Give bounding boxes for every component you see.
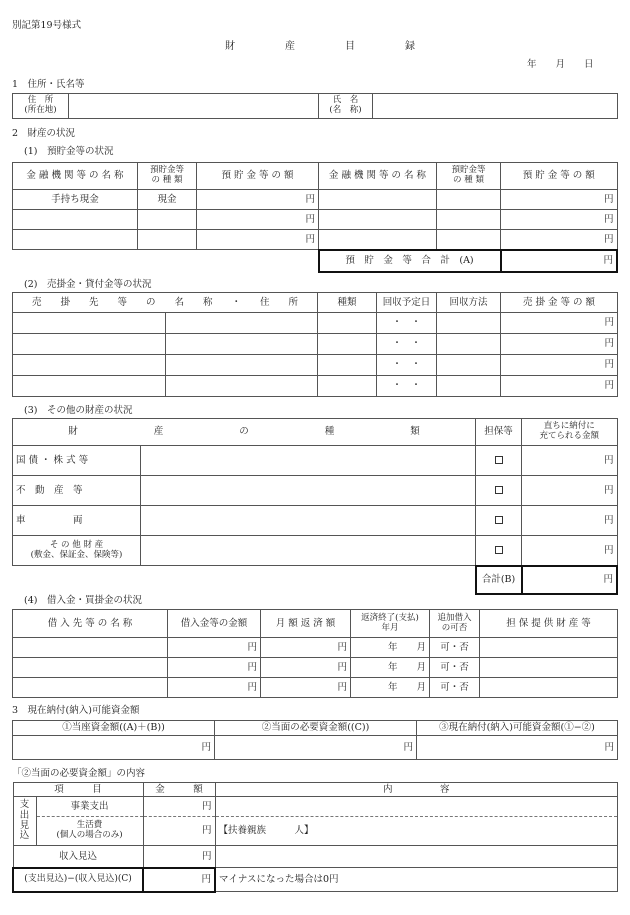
kind-cell[interactable] <box>138 230 197 250</box>
lender-cell[interactable] <box>13 638 168 658</box>
other-assets-label: そ の 他 財 産 (敷金、保証金、保険等) <box>13 536 141 566</box>
address-label: 住 所 (所在地) <box>13 94 69 119</box>
col-lender-name: 借 入 先 等 の 名 称 <box>13 610 168 638</box>
amount-cell[interactable]: 円 <box>501 190 618 210</box>
date-cell[interactable]: ・ ・ <box>377 334 437 355</box>
table-row <box>13 355 618 376</box>
col-item: 項 目 <box>13 783 143 797</box>
col-payable-funds: ③現在納付(納入)可能資金額(①−②) <box>417 721 618 736</box>
real-estate-label: 不 動 産 等 <box>13 476 141 506</box>
end-date-cell[interactable]: 年 月 <box>351 638 430 658</box>
bank-name-cell[interactable] <box>319 190 437 210</box>
table-row <box>13 506 618 536</box>
col-asset-kind: 財 産 の 種 類 <box>13 419 476 446</box>
loans-heading: (4) 借入金・買掛金の状況 <box>24 595 142 606</box>
bonds-stocks-label: 国 債 ・ 株 式 等 <box>13 446 141 476</box>
col-end-date: 返済終了(支払) 年月 <box>351 610 430 638</box>
table-row <box>13 658 618 678</box>
amount-cell[interactable]: 円 <box>522 446 617 476</box>
col-applicable-amount: 直ちに納付に 充てられる金額 <box>522 419 617 446</box>
table-row <box>13 313 618 334</box>
col-deposit-kind-2: 預貯金等 の 種 類 <box>437 163 501 190</box>
lender-cell[interactable] <box>13 658 168 678</box>
amount-cell[interactable]: 円 <box>522 536 617 566</box>
cash-on-hand-label: 手持ち現金 <box>13 190 138 210</box>
payable-funds-table <box>12 720 618 760</box>
col-amount: 金 額 <box>143 783 215 797</box>
col-required-funds: ②当面の必要資金額((C)) <box>215 721 417 736</box>
col-content: 内 容 <box>215 783 617 797</box>
asset-detail-cell[interactable] <box>141 506 476 536</box>
table-row <box>13 190 618 210</box>
col-deposit-amount-2: 預 貯 金 等 の 額 <box>501 163 618 190</box>
collateral-checkbox[interactable] <box>476 476 522 506</box>
required-funds-amount[interactable]: 円 <box>215 736 417 760</box>
receivables-heading: (2) 売掛金・貸付金等の状況 <box>24 279 152 290</box>
amount-cell[interactable]: 円 <box>197 210 319 230</box>
current-funds-amount[interactable]: 円 <box>13 736 215 760</box>
monthly-cell[interactable]: 円 <box>261 638 351 658</box>
table-row <box>13 230 618 250</box>
business-expense-amount[interactable]: 円 <box>143 797 215 817</box>
address-name-table <box>12 93 618 119</box>
section-3-heading: 3 現在納付(納入)可能資金額 <box>12 705 140 716</box>
amount-cell[interactable]: 円 <box>501 230 618 250</box>
col-current-funds: ①当座資金額((A)＋(B)) <box>13 721 215 736</box>
expense-side-label: 支出見込 <box>13 797 36 846</box>
income-label: 収入見込 <box>13 846 143 868</box>
col-additional-borrowing: 追加借入 の可否 <box>430 610 480 638</box>
col-deposit-kind: 預貯金等 の 種 類 <box>138 163 197 190</box>
table-row <box>13 476 618 506</box>
collateral-checkbox[interactable] <box>476 506 522 536</box>
amount-cell[interactable]: 円 <box>501 376 618 397</box>
asset-detail-cell[interactable] <box>141 446 476 476</box>
page-title: 財 産 目 録 <box>225 41 415 52</box>
income-amount[interactable]: 円 <box>143 846 215 868</box>
amount-cell[interactable]: 円 <box>501 313 618 334</box>
type-cell[interactable] <box>318 313 377 334</box>
col-receivable-amount: 売 掛 金 等 の 額 <box>501 293 618 313</box>
bank-name-cell[interactable] <box>319 210 437 230</box>
date-label: 年 月 日 <box>527 59 594 70</box>
amount-cell[interactable]: 円 <box>501 334 618 355</box>
kind-cell[interactable] <box>437 230 501 250</box>
business-expense-label: 事業支出 <box>36 797 143 817</box>
bank-name-cell[interactable] <box>13 210 138 230</box>
form-number: 別記第19号様式 <box>12 20 82 31</box>
amount-cell[interactable]: 円 <box>197 190 319 210</box>
section-1-heading: 1 住所・氏名等 <box>12 79 85 90</box>
date-cell[interactable]: ・ ・ <box>377 313 437 334</box>
asset-detail-cell[interactable] <box>141 476 476 506</box>
amount-cell[interactable]: 円 <box>168 638 261 658</box>
date-cell[interactable]: ・ ・ <box>377 376 437 397</box>
deposits-heading: (1) 預貯金等の状況 <box>24 146 114 157</box>
address-cell[interactable] <box>166 313 318 334</box>
col-collection-date: 回収予定日 <box>377 293 437 313</box>
asset-detail-cell[interactable] <box>141 536 476 566</box>
col-bank-name-2: 金 融 機 関 等 の 名 称 <box>319 163 437 190</box>
collateral-cell[interactable] <box>480 638 618 658</box>
required-total-note: マイナスになった場合は0円 <box>215 868 617 892</box>
required-funds-heading: 「②当面の必要資金額」の内容 <box>12 768 146 779</box>
loans-table <box>12 609 618 698</box>
collateral-cell[interactable] <box>480 678 618 698</box>
section-2-heading: 2 財産の状況 <box>12 128 76 139</box>
bank-name-cell[interactable] <box>13 230 138 250</box>
yesno-cell[interactable]: 可・否 <box>430 638 480 658</box>
amount-cell[interactable]: 円 <box>168 658 261 678</box>
table-row <box>13 446 618 476</box>
yesno-cell[interactable]: 可・否 <box>430 678 480 698</box>
monthly-cell[interactable]: 円 <box>261 658 351 678</box>
lender-cell[interactable] <box>13 678 168 698</box>
method-cell[interactable] <box>437 355 501 376</box>
amount-cell[interactable]: 円 <box>501 210 618 230</box>
method-cell[interactable] <box>437 334 501 355</box>
other-total-amount[interactable]: 円 <box>522 566 617 594</box>
deposits-table <box>12 162 618 273</box>
income-content[interactable] <box>215 846 617 868</box>
living-expense-label: 生活費 (個人の場合のみ) <box>36 817 143 846</box>
name-cell[interactable] <box>13 355 166 376</box>
col-loan-amount: 借入金等の金額 <box>168 610 261 638</box>
col-bank-name: 金 融 機 関 等 の 名 称 <box>13 163 138 190</box>
collateral-cell[interactable] <box>480 658 618 678</box>
monthly-cell[interactable]: 円 <box>261 678 351 698</box>
date-cell[interactable]: ・ ・ <box>377 355 437 376</box>
type-cell[interactable] <box>318 376 377 397</box>
required-total-label: (支出見込)−(収入見込)(C) <box>13 868 143 892</box>
end-date-cell[interactable]: 年 月 <box>351 678 430 698</box>
col-receivable-type: 種類 <box>318 293 377 313</box>
address-cell[interactable] <box>166 376 318 397</box>
other-assets-table <box>12 418 618 595</box>
name-label: 氏 名 (名 称) <box>319 94 373 119</box>
table-row <box>13 638 618 658</box>
amount-cell[interactable]: 円 <box>501 355 618 376</box>
method-cell[interactable] <box>437 376 501 397</box>
col-deposit-amount: 預 貯 金 等 の 額 <box>197 163 319 190</box>
table-row <box>13 678 618 698</box>
business-expense-content[interactable] <box>215 797 617 817</box>
col-monthly-payment: 月 額 返 済 額 <box>261 610 351 638</box>
yesno-cell[interactable]: 可・否 <box>430 658 480 678</box>
collateral-checkbox[interactable] <box>476 446 522 476</box>
kind-cell[interactable] <box>138 210 197 230</box>
end-date-cell[interactable]: 年 月 <box>351 658 430 678</box>
deposits-total-label: 預 貯 金 等 合 計 (A) <box>319 250 501 272</box>
type-cell[interactable] <box>318 334 377 355</box>
payable-funds-amount[interactable]: 円 <box>417 736 618 760</box>
kind-cell[interactable] <box>437 190 501 210</box>
bank-name-cell[interactable] <box>319 230 437 250</box>
cash-kind-label: 現金 <box>138 190 197 210</box>
name-cell[interactable] <box>13 313 166 334</box>
kind-cell[interactable] <box>437 210 501 230</box>
address-cell[interactable] <box>166 355 318 376</box>
amount-cell[interactable]: 円 <box>197 230 319 250</box>
address-cell[interactable] <box>166 334 318 355</box>
amount-cell[interactable]: 円 <box>522 506 617 536</box>
amount-cell[interactable]: 円 <box>168 678 261 698</box>
required-funds-table <box>12 782 618 893</box>
vehicles-label: 車 両 <box>13 506 141 536</box>
col-collateral: 担保等 <box>476 419 522 446</box>
required-total-amount[interactable]: 円 <box>143 868 215 892</box>
receivables-table <box>12 292 618 397</box>
col-collateral-assets: 担 保 提 供 財 産 等 <box>480 610 618 638</box>
type-cell[interactable] <box>318 355 377 376</box>
name-field[interactable] <box>373 94 618 119</box>
method-cell[interactable] <box>437 313 501 334</box>
other-assets-heading: (3) その他の財産の状況 <box>24 405 133 416</box>
amount-cell[interactable]: 円 <box>522 476 617 506</box>
other-total-label: 合計(B) <box>476 566 522 594</box>
name-cell[interactable] <box>13 376 166 397</box>
col-collection-method: 回収方法 <box>437 293 501 313</box>
address-field[interactable] <box>69 94 319 119</box>
living-expense-amount[interactable]: 円 <box>143 817 215 846</box>
name-cell[interactable] <box>13 334 166 355</box>
col-receivable-name: 売 掛 先 等 の 名 称 ・ 住 所 <box>13 293 318 313</box>
table-row <box>13 334 618 355</box>
deposits-total-amount[interactable]: 円 <box>501 250 618 272</box>
collateral-checkbox[interactable] <box>476 536 522 566</box>
dependents-field[interactable]: 【扶養親族 人】 <box>215 817 617 846</box>
table-row <box>13 210 618 230</box>
table-row <box>13 376 618 397</box>
table-row <box>13 536 618 566</box>
